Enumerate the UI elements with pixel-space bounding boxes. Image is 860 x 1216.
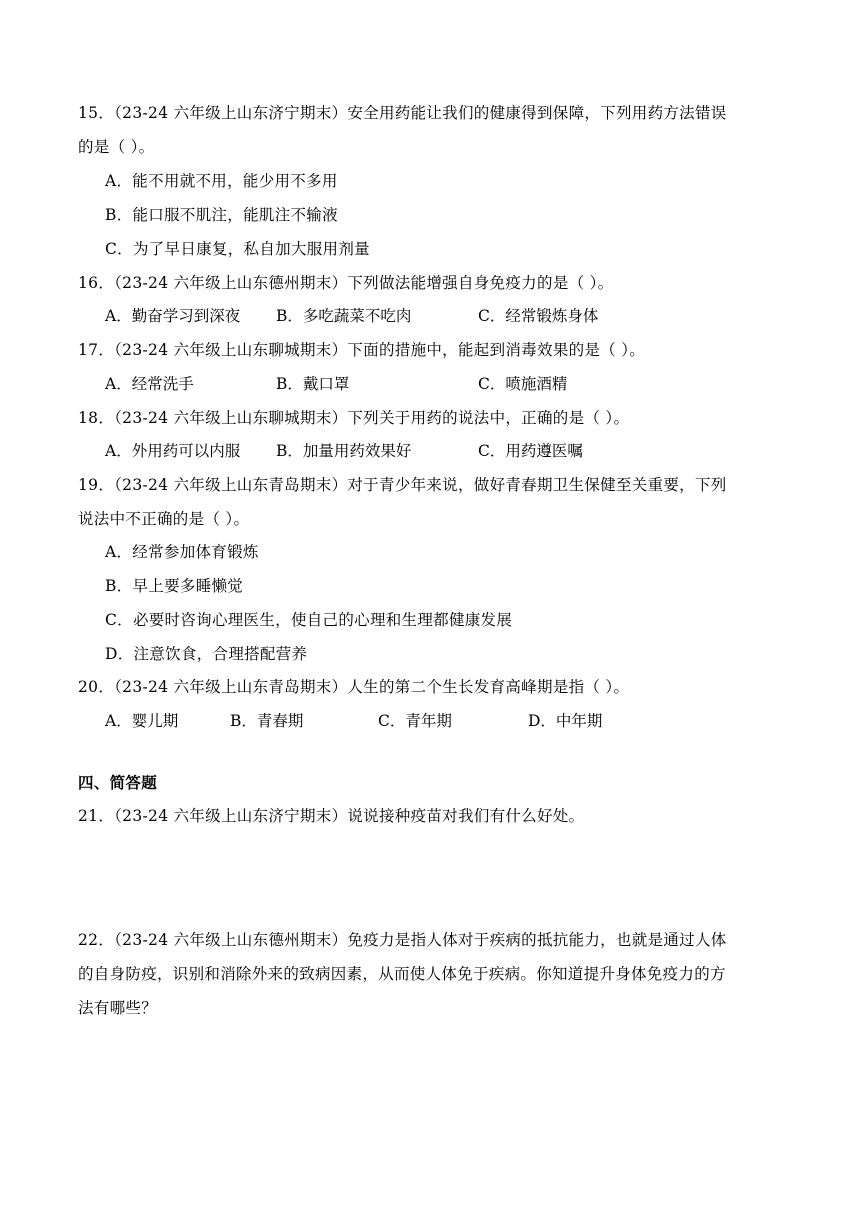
q19-option-d: D．注意饮食，合理搭配营养 [105, 645, 308, 663]
q20-option-d: D．中年期 [528, 712, 603, 730]
q15-option-a: A．能不用就不用，能少用不多用 [105, 172, 338, 190]
q16-option-b: B．多吃蔬菜不吃肉 [276, 307, 412, 325]
q16-option-a: A．勤奋学习到深夜 [105, 307, 241, 325]
q22-stem-line2: 的自身防疫，识别和消除外来的致病因素，从而使人体免于疾病。你知道提升身体免疫力的方 [78, 965, 726, 983]
q17-option-c: C．喷施酒精 [478, 375, 568, 393]
q20-option-a: A．婴儿期 [105, 712, 179, 730]
q19-option-c: C．必要时咨询心理医生，使自己的心理和生理都健康发展 [105, 611, 513, 629]
q20-option-b: B．青春期 [230, 712, 304, 730]
q16-option-c: C．经常锻炼身体 [478, 307, 599, 325]
q17-option-a: A．经常洗手 [105, 375, 194, 393]
q15-option-c: C．为了早日康复，私自加大服用剂量 [105, 240, 370, 258]
section-title: 四、简答题 [78, 773, 158, 792]
q19-stem-line1: 19．（23-24 六年级上山东青岛期末）对于青少年来说，做好青春期卫生保健至关重要，下列 [78, 476, 727, 494]
q15-option-b: B．能口服不肌注，能肌注不输液 [105, 206, 338, 224]
q17-option-b: B．戴口罩 [276, 375, 350, 393]
q15-stem-line1: 15．（23-24 六年级上山东济宁期末）安全用药能让我们的健康得到保障，下列用药方法错误 [78, 104, 727, 122]
q20-stem: 20．（23-24 六年级上山东青岛期末）人生的第二个生长发育高峰期是指（ ）。 [78, 678, 630, 696]
q18-stem: 18．（23-24 六年级上山东聊城期末）下列关于用药的说法中，正确的是（ ）。 [78, 409, 630, 427]
q18-option-c: C．用药遵医嘱 [478, 442, 583, 460]
q22-stem-line1: 22．（23-24 六年级上山东德州期末）免疫力是指人体对于疾病的抵抗能力，也就是通过人体 [78, 931, 727, 949]
q19-option-a: A．经常参加体育锻炼 [105, 543, 259, 561]
q15-stem-line2: 的是（ ）。 [78, 138, 155, 156]
q18-option-a: A．外用药可以内服 [105, 442, 241, 460]
q22-stem-line3: 法有哪些？ [78, 999, 158, 1017]
q19-option-b: B．早上要多睡懒觉 [105, 577, 244, 595]
q20-option-c: C．青年期 [378, 712, 452, 730]
q16-stem: 16．（23-24 六年级上山东德州期末）下列做法能增强自身免疫力的是（ ）。 [78, 274, 614, 292]
q17-stem: 17．（23-24 六年级上山东聊城期末）下面的措施中，能起到消毒效果的是（ ）。 [78, 341, 646, 359]
q21-stem: 21．（23-24 六年级上山东济宁期末）说说接种疫苗对我们有什么好处。 [78, 807, 585, 825]
q18-option-b: B．加量用药效果好 [276, 442, 412, 460]
q19-stem-line2: 说法中不正确的是（ ）。 [78, 510, 250, 528]
